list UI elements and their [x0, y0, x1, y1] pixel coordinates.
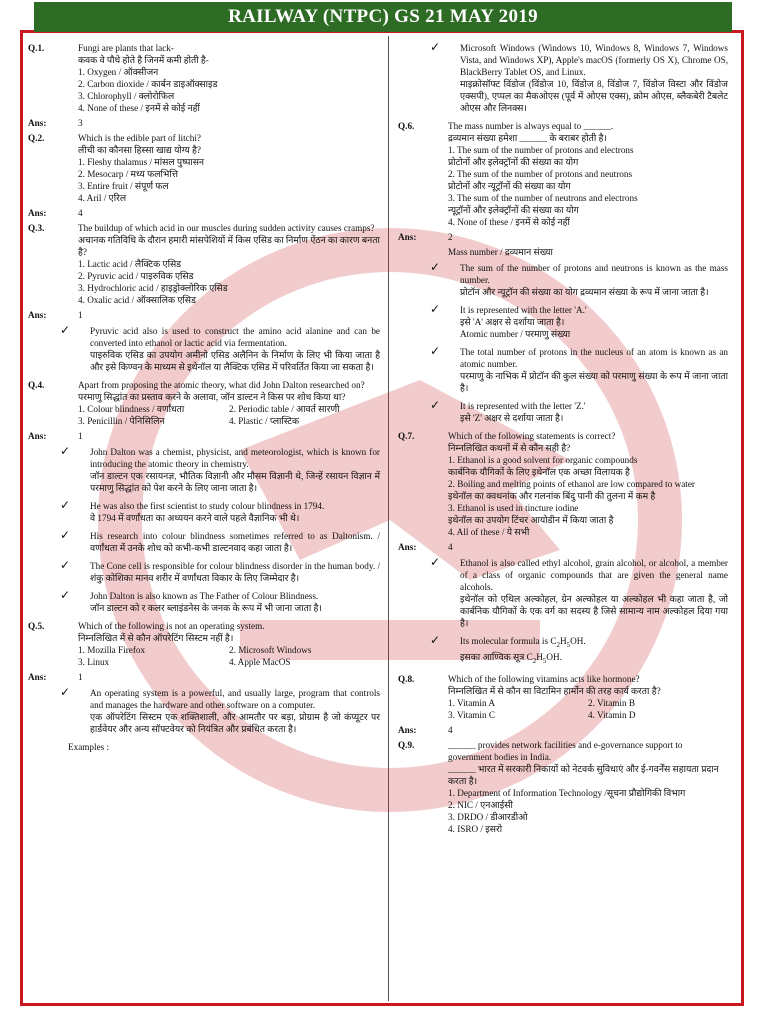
option: 1. Mozilla Firefox	[78, 645, 146, 655]
question-6	[398, 120, 728, 228]
options	[448, 787, 728, 835]
explanation-text-hindi: जॉन डाल्टन एक रसायनज्ञ, भौतिक विज्ञानी और मौसम विज्ञानी थे, जिन्हें रसायन विज्ञान में परमाणु सिद्धांत को पेश करने के लिए जाना जाता है।	[90, 471, 380, 493]
answer-label: Ans:	[28, 208, 47, 218]
check-icon: ✓	[430, 398, 441, 412]
explanation-point	[398, 262, 728, 298]
explanation-point	[398, 635, 728, 667]
question-number: Q.4.	[28, 380, 45, 390]
explanation-point	[28, 446, 380, 494]
question-text-hindi: लीची का कौनसा हिस्सा खाद्य योग्य है?	[78, 145, 201, 155]
explanation-point	[398, 304, 728, 340]
sub-heading: Atomic number / परमाणु संख्या	[460, 329, 571, 339]
check-icon: ✓	[60, 685, 71, 699]
column-divider	[388, 36, 389, 1001]
formula-part: OH.	[546, 651, 562, 662]
question-text: Which is the edible part of litchi?	[78, 133, 201, 143]
formula-part: OH.	[570, 636, 586, 646]
question-text-hindi: निम्नलिखित में से कौन ऑपरेटिंग सिस्टम नहीं है।	[78, 633, 234, 643]
answer-label: Ans:	[398, 232, 417, 242]
formula-text	[460, 636, 586, 649]
formula-part: H	[536, 651, 543, 662]
option: 3. Hydrochloric acid / हाइड्रोक्लोरिक एसिड	[78, 283, 228, 293]
answer-value: 4	[78, 208, 83, 218]
option-text-hindi: प्रोटोनों और न्यूट्रॉनों की संख्या का योग	[448, 181, 571, 191]
answer	[28, 309, 380, 321]
answer	[398, 541, 728, 553]
option: 2. Vitamin B	[588, 697, 636, 708]
explanation-text-hindi: जॉन डाल्टन को र कलर ब्लाइंडनेस के जनक के रूप में भी जाना जाता है।	[90, 603, 322, 613]
check-icon: ✓	[430, 260, 441, 274]
answer-label: Ans:	[28, 672, 47, 682]
explanation-text: Pyruvic acid also is used to construct the amino acid alanine and can be converted into ethanol or lactic acid via fermentation.	[90, 326, 380, 348]
question-text: The mass number is always equal to ______.	[448, 121, 614, 131]
check-icon: ✓	[60, 498, 71, 512]
option	[448, 144, 728, 168]
check-icon: ✓	[60, 588, 71, 602]
explanation-text: His research into colour blindness sometimes referred to as Daltonism.	[90, 531, 373, 541]
option: 4. Oxalic acid / ऑक्सालिक एसिड	[78, 295, 196, 305]
explanation-text: Ethanol is also called ethyl alcohol, grain alcohol, or alcohol, a member of a class of organic compounds that are given the general name alcohols.	[460, 558, 728, 592]
option	[448, 192, 728, 216]
question-number: Q.9.	[398, 739, 415, 750]
question-4	[28, 379, 380, 427]
question-text: Which of the following vitamins acts like hormone?	[448, 673, 640, 684]
answer-value: 2	[448, 232, 453, 242]
answer	[28, 207, 380, 219]
question-text-hindi: द्रव्यमान संख्या हमेशा ______ के बराबर होती है।	[448, 133, 607, 143]
option-text: 2. The sum of the number of protons and neutrons	[448, 169, 633, 179]
answer-label: Ans:	[398, 724, 417, 735]
option-text-hindi: न्यूट्रॉनों और इलेक्ट्रॉनों की संख्या का योग	[448, 205, 579, 215]
option-text: 1. Ethanol is a good solvent for organic compounds	[448, 455, 638, 465]
answer-value: 4	[448, 542, 453, 552]
explanation-text: The total number of protons in the nucleus of an atom is known as an atomic number.	[460, 347, 728, 369]
question-text: The buildup of which acid in our muscles during sudden activity causes cramps?	[78, 223, 375, 233]
page-title: RAILWAY (NTPC) GS 21 MAY 2019	[34, 2, 732, 32]
check-icon: ✓	[430, 40, 441, 54]
option-text: 1. The sum of the number of protons and electrons	[448, 145, 634, 155]
question-9	[398, 739, 728, 835]
explanation-text: The sum of the number of protons and neutrons is known as the mass number.	[460, 263, 728, 285]
option: 4. Plastic / प्लास्टिक	[229, 416, 300, 426]
explanation-text-hindi: इसे 'Z' अक्षर से दर्शाया जाता है।	[460, 413, 564, 423]
explanation-point	[28, 687, 380, 735]
question-number: Q.5.	[28, 621, 45, 631]
answer-label: Ans:	[398, 542, 417, 552]
subscript: 2	[556, 640, 560, 649]
left-column	[28, 42, 380, 753]
question-text-hindi: निम्नलिखित में से कौन सा विटामिन हार्मोन की तरह कार्य करता है?	[448, 685, 661, 696]
question-number: Q.2.	[28, 133, 45, 143]
question-text: Fungi are plants that lack-	[78, 43, 174, 53]
option: 1. Vitamin A	[448, 697, 496, 708]
explanation-text: The Cone cell is responsible for colour blindness disorder in the human body.	[90, 561, 376, 571]
explanation-text-hindi: पाइरुविक एसिड का उपयोग अमीनो एसिड अलैनिन के निर्माण के लिए भी किया जाता है और इसे किण्वन के माध्यम से इथेनॉल या लैक्टिक एसिड में परिवर्तित किया जा सकता है।	[90, 350, 380, 372]
option: 4. All of these / ये सभी	[448, 527, 530, 537]
option	[448, 454, 728, 478]
explanation-point	[398, 346, 728, 394]
explanation-text-hindi: प्रोटॉन और न्यूट्रॉन की संख्या का योग द्रव्यमान संख्या के रूप में जाना जाता है।	[460, 287, 709, 297]
question-number: Q.8.	[398, 673, 415, 684]
examples-label: Examples :	[68, 742, 110, 752]
question-3	[28, 222, 380, 306]
explanation-text-hindi: परमाणु के नाभिक में प्रोटॉन की कुल संख्या को परमाणु संख्या के रूप में जाना जाता है।	[460, 371, 728, 393]
answer-note: Mass number / द्रव्यमान संख्या	[448, 247, 553, 257]
explanation-text: He was also the first scientist to study colour blindness in 1794.	[90, 501, 325, 511]
options	[448, 144, 728, 228]
question-1	[28, 42, 380, 114]
explanation-text-hindi: / वर्णांधता में उनके शोध को कभी-कभी डाल्टनवाद कहा जाता है।	[90, 531, 381, 553]
option: 4. Apple MacOS	[229, 657, 291, 667]
answer-value: 3	[78, 118, 83, 128]
explanation-point	[398, 400, 728, 424]
check-icon: ✓	[60, 323, 71, 337]
option: 1. Lactic acid / लैक्टिक एसिड	[78, 259, 182, 269]
answer-value: 1	[78, 672, 83, 682]
explanation-point	[28, 560, 380, 584]
check-icon: ✓	[430, 302, 441, 316]
option-text: 2. Boiling and melting points of ethanol are low compared to water	[448, 479, 695, 489]
explanation-text-hindi: एक ऑपरेटिंग सिस्टम एक शक्तिशाली, और आमतौर पर बड़ा, प्रोग्राम है जो कंप्यूटर पर हार्डवेयर और अन्य सॉफ्टवेयर को नियंत्रित और प्रबंधित करता है।	[90, 712, 380, 734]
answer-label: Ans:	[28, 431, 47, 441]
question-text: Apart from proposing the atomic theory, what did John Dalton researched on?	[78, 380, 365, 390]
option: 2. Pyruvic acid / पाइरुविक एसिड	[78, 271, 194, 281]
option: 4. None of these / इनमें से कोई नहीं	[448, 217, 570, 227]
question-2	[28, 132, 380, 204]
check-icon: ✓	[60, 558, 71, 572]
options	[78, 156, 380, 204]
option: 1. Oxygen / ऑक्सीजन	[78, 67, 159, 77]
check-icon: ✓	[430, 555, 441, 569]
options	[78, 66, 380, 114]
option: 4. Vitamin D	[588, 709, 636, 720]
option: 3. Penicillin / पेनिसिलिन	[78, 416, 165, 426]
question-number: Q.1.	[28, 43, 45, 53]
check-icon: ✓	[60, 444, 71, 458]
question-number: Q.3.	[28, 223, 45, 233]
question-text-hindi: निम्नलिखित कथनों में से कौन सही है?	[448, 443, 571, 453]
option: 3. Chlorophyll / क्लोरोफिल	[78, 91, 175, 101]
question-text-hindi: ______ भारत में सरकारी निकायों को नेटवर्क सुविधाएं और ई-गवर्नेंस सहायता प्रदान करता है।	[448, 763, 719, 786]
option: 4. ISRO / इसरो	[448, 823, 503, 834]
options	[448, 454, 728, 538]
answer-value: 1	[78, 431, 83, 441]
explanation-point	[28, 530, 380, 554]
option: 1. Colour blindness / वर्णांधता	[78, 404, 185, 414]
option: 3. DRDO / डीआरडीओ	[448, 811, 528, 822]
question-text-hindi: कवक वे पौधे होते है जिनमें कमी होती है-	[78, 55, 209, 65]
option: 2. Microsoft Windows	[229, 645, 312, 655]
explanation-point	[398, 557, 728, 629]
explanation-point	[28, 590, 380, 614]
option: 1. Department of Information Technology /सूचना प्रौद्योगिकी विभाग	[448, 787, 686, 798]
explanation-text-hindi: / शंकु कोशिका मानव शरीर में वर्णांधता विकार के लिए जिम्मेदार है।	[90, 561, 380, 583]
formula-text-hindi	[460, 651, 728, 667]
question-5	[28, 620, 380, 668]
formula-prefix: Its molecular formula is C	[460, 636, 557, 646]
option: 3. Linux	[78, 657, 110, 667]
check-icon: ✓	[430, 633, 441, 647]
subscript: 5	[542, 656, 547, 665]
check-icon: ✓	[430, 344, 441, 358]
option-text-hindi: कार्बनिक यौगिकों के लिए इथेनॉल एक अच्छा विलायक है	[448, 467, 630, 477]
question-number: Q.6.	[398, 121, 415, 131]
explanation-text: John Dalton is also known as The Father of Colour Blindness.	[90, 591, 319, 601]
subscript: 2	[532, 656, 537, 665]
explanation-point	[28, 500, 380, 524]
option: 2. Mesocarp / मध्य फलभित्ति	[78, 169, 179, 179]
answer	[398, 724, 728, 736]
answer-label: Ans:	[28, 310, 47, 320]
explanation-text-hindi: इथेनॉल को एथिल अल्कोहल, ग्रेन अल्कोहल या अल्कोहल भी कहा जाता है, जो कार्बनिक यौगिकों के एक वर्ग का सदस्य है जिसे सामान्य नाम अल्कोहल दिया गया है।	[460, 594, 728, 628]
option	[448, 502, 728, 526]
option	[448, 478, 728, 502]
explanation-text: John Dalton was a chemist, physicist, and meteorologist, which is known for introducing the atomic theory in chemistry.	[90, 447, 380, 469]
question-8	[398, 673, 728, 721]
option	[448, 168, 728, 192]
answer	[398, 231, 728, 243]
explanation-point	[28, 325, 380, 373]
option: 4. Aril / एरिल	[78, 193, 127, 203]
question-text: Which of the following is not an operating system.	[78, 621, 265, 631]
right-column	[398, 42, 728, 838]
option-text-hindi: इथेनॉल का उपयोग टिंचर आयोडीन में किया जाता है	[448, 515, 614, 525]
option-text-hindi: इथेनॉल का क्वथनांक और गलनांक बिंदु पानी की तुलना में कम है	[448, 491, 656, 501]
subscript: 5	[566, 640, 571, 649]
explanation-text-hindi: वे 1794 में वर्णांधता का अध्ययन करने वाले पहले वैज्ञानिक भी थे।	[90, 513, 300, 523]
formula-part: H	[559, 636, 567, 646]
question-number: Q.7.	[398, 431, 415, 441]
answer	[28, 117, 380, 129]
option: 2. Periodic table / आवर्त सारणी	[229, 404, 340, 414]
option: 3. Entire fruit / संपूर्ण फल	[78, 181, 169, 191]
answer-label: Ans:	[28, 118, 47, 128]
option-text-hindi: प्रोटोनों और इलेक्ट्रॉनों की संख्या का योग	[448, 157, 579, 167]
question-text-hindi: अचानक गतिविधि के दौरान हमारी मांसपेशियों में किस एसिड का निर्माण ऐंठन का कारण बनता है?	[78, 235, 380, 257]
options	[78, 403, 380, 427]
question-text-hindi: परमाणु सिद्धांत का प्रस्ताव करने के अलावा, जॉन डाल्टन ने किस पर शोध किया था?	[78, 392, 346, 402]
option-text: 3. Ethanol is used in tincture iodine	[448, 503, 579, 513]
question-text: ______ provides network facilities and e-governance support to government bodies in India.	[448, 739, 683, 762]
formula-prefix-hindi: इसका आण्विक सूत्र C	[460, 651, 533, 662]
option: 1. Fleshy thalamus / मांसल पुष्पासन	[78, 157, 204, 167]
answer	[28, 671, 380, 683]
answer	[28, 430, 380, 442]
explanation-point	[398, 42, 728, 114]
options	[78, 258, 380, 306]
options	[448, 697, 728, 721]
explanation-text-hindi: माइक्रोसॉफ्ट विंडोज (विंडोज 10, विंडोज 8, विंडोज 7, विंडोज विस्टा और विंडोज एक्सपी), एप्पल का मैकओएस (पूर्व में ओएस एक्स), क्रोम ओएस, ब्लैकबेरी टैबलेट ओएस और लिनक्स।	[460, 79, 728, 113]
explanation-text: An operating system is a powerful, and usually large, program that controls and manages the hardware and other software on a computer.	[90, 688, 380, 710]
answer-value: 1	[78, 310, 83, 320]
options	[78, 644, 380, 668]
question-7	[398, 430, 728, 538]
question-text: Which of the following statements is correct?	[448, 431, 616, 441]
option: 2. NIC / एनआईसी	[448, 799, 513, 810]
explanation-text: Microsoft Windows (Windows 10, Windows 8, Windows 7, Windows Vista, and Windows XP), Apple's macOS (formerly OS X), Chrome OS, BlackBerry Tablet OS, and Linux.	[460, 43, 728, 77]
check-icon: ✓	[60, 528, 71, 542]
answer-value: 4	[448, 724, 453, 735]
option-text: 3. The sum of the number of neutrons and electrons	[448, 193, 638, 203]
explanation-text: It is represented with the letter 'A.'	[460, 305, 587, 315]
explanation-text: It is represented with the letter 'Z.'	[460, 401, 586, 411]
explanation-text-hindi: इसे 'A' अक्षर से दर्शाया जाता है।	[460, 317, 565, 327]
option: 2. Carbon dioxide / कार्बन डाइऑक्साइड	[78, 79, 218, 89]
option: 3. Vitamin C	[448, 709, 496, 720]
option: 4. None of these / इनमें से कोई नहीं	[78, 103, 200, 113]
